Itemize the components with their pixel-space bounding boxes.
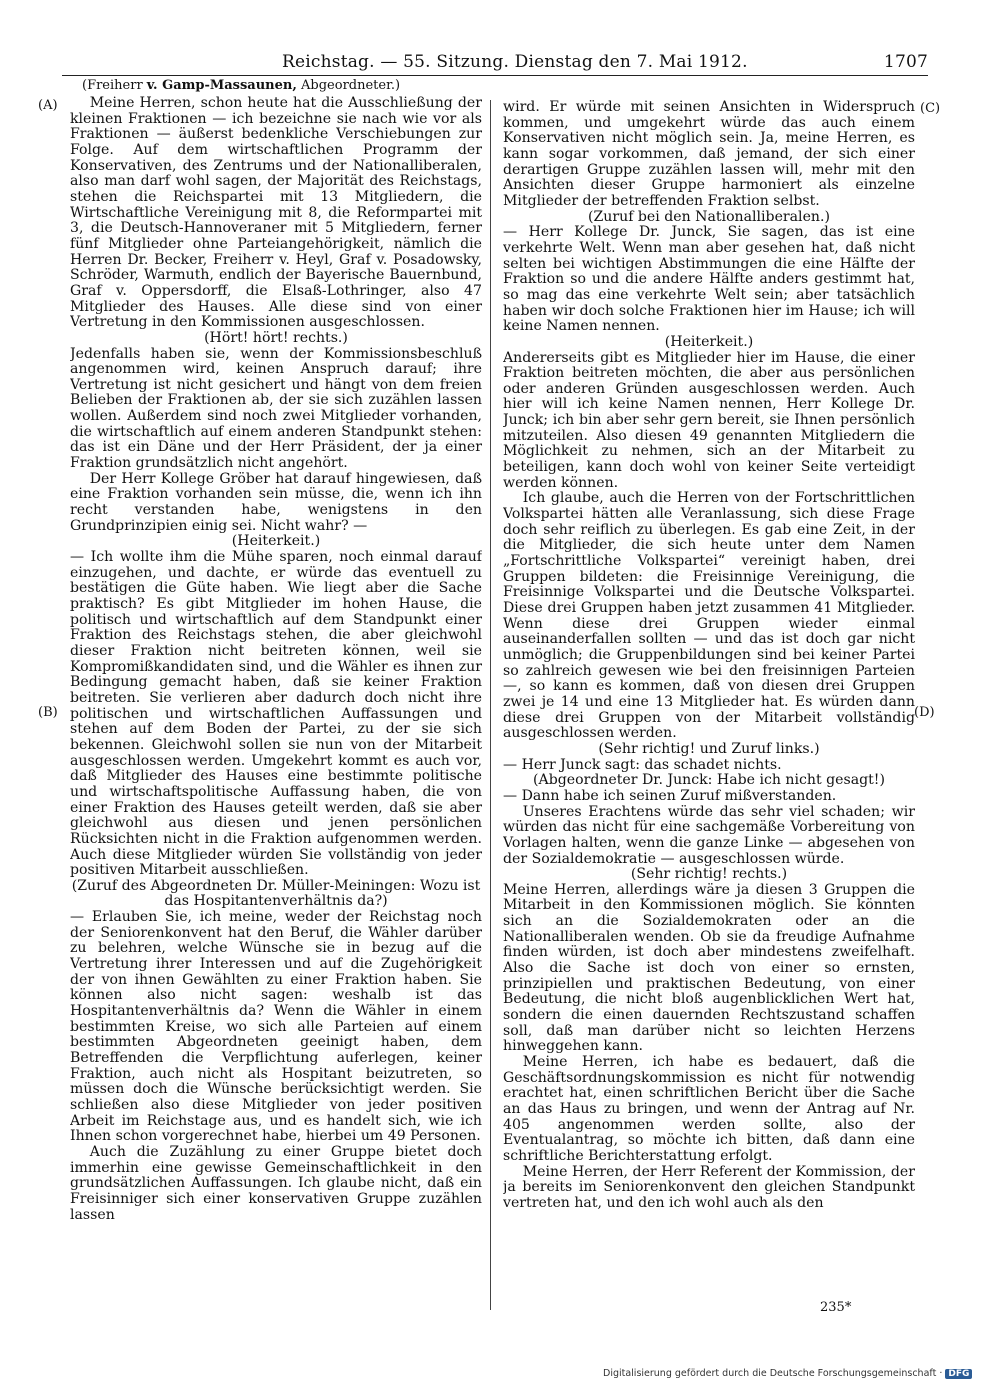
page-header: [62, 50, 928, 76]
paragraph: Meine Herren, allerdings wäre ja diesen 3 Gruppen die Mitarbeit in den Kommissionen möglich. Sie könnten sich an die Sozialdemokraten oder an die Nationalliberalen wenden. Ob sie da freudige Aufnahme finden würden, ist doch aber mindestens zweifelhaft. Also die Sache ist doch von einer so ernsten, prinzipiellen und praktischen Bedeutung, von einer Bedeutung, die nicht bloß augenblicklichen Wert hat, sondern die einen dauernden Rechtszustand schaffen soll, daß man darüber nicht so leichten Herzens hinweggehen kann.: [503, 881, 915, 1055]
dfg-logo: DFG: [945, 1369, 972, 1379]
page-number: 1707: [883, 52, 928, 72]
interjection: (Zuruf des Abgeordneten Dr. Müller-Meiningen: Wozu ist das Hospitantenverhältnis da?): [71, 877, 481, 910]
speaker-name: v. Gamp-Massaunen,: [146, 78, 297, 93]
left-column: [70, 96, 482, 1311]
speaker-suffix: Abgeordneter.): [296, 78, 401, 93]
margin-marker-d: (D): [914, 705, 935, 720]
interjection: (Heiterkeit.): [664, 333, 754, 350]
paragraph: — Erlauben Sie, ich meine, weder der Reichstag noch der Seniorenkonvent hat den Beruf, die Wähler darüber zu belehren, welche Wünsche sie in bezug auf die Vertretung ihrer Interessen und auf die Zugehörigkeit der von ihnen Gewählten zu einer Fraktion haben. Sie können also nicht sagen: weshalb ist das Hospitantenverhältnis da? Wenn die Wähler in einem bestimmten Kreise, wo sich alle Parteien auf einem bestimmten Abgeordneten geeinigt haben, dem Betreffenden die Verpflichtung auferlegen, keiner Fraktion, auch nicht als Hospitant beizutreten, so müssen doch die Wünsche berücksichtigt werden. Sie schließen also diese Mitglieder von jeder positiven Arbeit im Reichstage aus, und es handelt sich, wie ich Ihnen schon vorgerechnet habe, hierbei um 49 Personen.: [70, 909, 482, 1145]
interjection: (Sehr richtig! rechts.): [630, 866, 788, 883]
speaker-line: [82, 78, 400, 93]
paragraph: Unseres Erachtens würde das sehr viel schaden; wir würden das nicht für eine sachgemäße Vorbereitung von Vorlagen halten, wenn die ganze Linke — abgesehen von der Sozialdemokratie — ausgeschlossen würde.: [503, 803, 915, 867]
paragraph: wird. Er würde mit seinen Ansichten in Widerspruch kommen, und umgekehrt würde das auch einem Konservativen nicht möglich sein. Ja, meine Herren, es kann sogar vorkommen, daß jemand, der sich einer derartigen Gruppe zuzählen lassen will, mehr mit den Ansichten dieser Gruppe harmoniert als einzelne Mitglieder der betreffenden Fraktion selbst.: [503, 100, 915, 209]
running-title: Reichstag. — 55. Sitzung. Dienstag den 7. Mai 1912.: [282, 52, 748, 72]
interjection: (Sehr richtig! und Zuruf links.): [598, 740, 820, 757]
paragraph: — Herr Junck sagt: das schadet nichts.: [503, 756, 782, 773]
paragraph: — Dann habe ich seinen Zuruf mißverstanden.: [503, 787, 837, 804]
paragraph: Meine Herren, ich habe es bedauert, daß die Geschäftsordnungskommission es nicht für notwendig erachtet hat, einen schriftlichen Bericht über die Sache an das Haus zu bringen, und wenn der Antrag auf Nr. 405 angenommen werden sollte, also der Eventualantrag, so möchte ich bitten, daß dann eine schriftliche Berichterstattung erfolgt.: [503, 1054, 915, 1164]
paragraph: Auch die Zuzählung zu einer Gruppe bietet doch immerhin eine gewisse Gemeinschaftlichkeit in den grundsätzlichen Auffassungen. Ich glaube nicht, daß ein Freisinniger sich einer konservativen Gruppe zuzählen lassen: [70, 1143, 482, 1223]
speaker-prefix: (Freiherr: [82, 78, 147, 93]
paragraph: — Herr Kollege Dr. Junck, Sie sagen, das ist eine verkehrte Welt. Wenn man aber gesehen hat, daß nicht selten bei wichtigen Abstimmungen die eine Hälfte der Fraktion so und die andere Hälfte anders gestimmt hat, so mag das eine verkehrte Welt sein; aber tatsächlich haben wir doch solche Fraktionen hier im Hause; ich will keine Namen nennen.: [503, 224, 915, 335]
interjection: (Heiterkeit.): [231, 533, 321, 550]
paragraph: Meine Herren, schon heute hat die Ausschließung der kleinen Fraktionen — ich bezeichne sie nach wie vor als Fraktionen — äußerst bedenkliche Verschiebungen zur Folge. Auf dem wirtschaftlichen Programm der Konservativen, des Zentrums und der Nationalliberalen, also man darf wohl sagen, der Majorität des Reichstags, stehen die Reichspartei mit 13 Mitgliedern, die Wirtschaftliche Vereinigung mit 8, die Reformpartei mit 3, die Deutsch-Hannoveraner mit 5 Mitgliedern, ferner fünf Mitglieder ohne Parteiangehörigkeit, nämlich die Herren Dr. Becker, Freiherr v. Heyl, Graf v. Posadowsky, Schröder, Warmuth, endlich der Bayerische Bauernbund, Graf v. Oppersdorff, die Elsaß-Lothringer, also 47 Mitglieder des Hauses. Alle diese sind von einer Vertretung in den Kommissionen ausgeschlossen.: [70, 96, 482, 331]
paragraph: Meine Herren, der Herr Referent der Kommission, der ja bereits im Seniorenkonvent den gleichen Standpunkt vertreten hat, und den ich wohl auch als den: [503, 1163, 915, 1211]
footer-text: Digitalisierung gefördert durch die Deutsche Forschungsgemeinschaft ·: [603, 1368, 943, 1379]
paragraph: Jedenfalls haben sie, wenn der Kommissionsbeschluß angenommen wird, keinen Anspruch darauf; ihre Vertretung ist nicht gesichert und hängt von dem freien Belieben der Fraktionen ab, der sie sich zuzählen lassen wollen. Außerdem sind noch zwei Mitglieder vorhanden, die wirtschaftlich auf einem anderen Standpunkt stehen: das ist ein Däne und der Herr Präsident, der ja einer Fraktion grundsätzlich nicht angehört.: [70, 345, 482, 472]
header-rule: [62, 75, 928, 76]
interjection: (Abgeordneter Dr. Junck: Habe ich nicht gesagt!): [533, 772, 885, 789]
paragraph: Der Herr Kollege Gröber hat darauf hingewiesen, daß eine Fraktion vorhanden sein müsse, die, wenn ich ihn recht verstanden habe, wenigstens in den Grundprinzipien einig sei. Nicht wahr? —: [70, 470, 482, 534]
margin-marker-b: (B): [38, 705, 58, 720]
footer-credit: [603, 1368, 972, 1379]
paragraph: — Ich wollte ihm die Mühe sparen, noch einmal darauf einzugehen, und dachte, er würde das eventuell zu bestätigen die Güte haben. Wie liegt aber die Sache praktisch? Es gibt Mitglieder im hohen Hause, die politisch und wirtschaftlich auf dem Standpunkt einer Fraktion des Reichstags stehen, die aber gleichwohl dieser Fraktion nicht beitreten können, weil sie Kompromißkandidaten sind, und die Wähler es ihnen zur Bedingung gemacht haben, daß sie keiner Fraktion beitreten. Sie verlieren aber dadurch doch nicht ihre politischen und wirtschaftlichen Auffassungen und stehen auf dem Boden der Partei, zu der sie sich bekennen. Gleichwohl sollen sie nun von der Mitarbeit ausgeschlossen werden. Umgekehrt kommt es auch vor, daß Mitglieder des Hauses eine bestimmte politische und wirtschaftspolitische Auffassung haben, die von einer Fraktion des Hauses geteilt werden, daß sie aber gleichwohl aus diesen und jenen persönlichen Rücksichten nicht in die Fraktion aufgenommen werden. Auch diese Mitglieder würden Sie vollständig von jeder positiven Mitarbeit ausschließen.: [70, 549, 482, 879]
interjection: (Zuruf bei den Nationalliberalen.): [588, 208, 830, 225]
paragraph: Ich glaube, auch die Herren von der Fortschrittlichen Volkspartei hätten alle Veranlassung, sich diese Frage doch sehr reiflich zu überlegen. Es gab eine Zeit, in der die Mitglieder, die sich heute unter dem Namen „Fortschrittliche Volkspartei“ vereinigt haben, drei Gruppen bildeten: die Freisinnige Vereinigung, die Freisinnige Volkspartei und die Deutsche Volkspartei. Diese drei Gruppen haben jetzt zusammen 41 Mitglieder. Wenn diese drei Gruppen wieder einmal auseinanderfallen sollten — und das ist doch gar nicht unmöglich; die Gruppenbildungen sind bei keiner Partei so zahlreich gewesen wie bei den freisinnigen Parteien —, so kann es kommen, daß von diesen drei Gruppen zwei je 14 und eine 13 Mitglieder hat. Es würden dann diese drei Gruppen von der Mitarbeit vollständig ausgeschlossen werden.: [503, 490, 915, 742]
margin-marker-a: (A): [38, 98, 58, 113]
right-column: [503, 100, 915, 1315]
signature-mark: 235*: [820, 1300, 852, 1315]
margin-marker-c: (C): [920, 101, 941, 116]
paragraph: Andererseits gibt es Mitglieder hier im Hause, die einer Fraktion beitreten möchten, die aber aus persönlichen oder anderen Gründen ausgeschlossen werden. Auch hier will ich keine Namen nennen, Herr Kollege Dr. Junck; ich bin aber sehr gern bereit, sie Ihnen persönlich mitzuteilen. Also diesen 49 genannten Mitgliedern die Möglichkeit zu nehmen, sich an der Mitarbeit zu beteiligen, kann doch wohl von keiner Seite verteidigt werden können.: [503, 349, 915, 491]
interjection: (Hört! hört! rechts.): [204, 329, 348, 346]
column-divider: [490, 100, 491, 1310]
